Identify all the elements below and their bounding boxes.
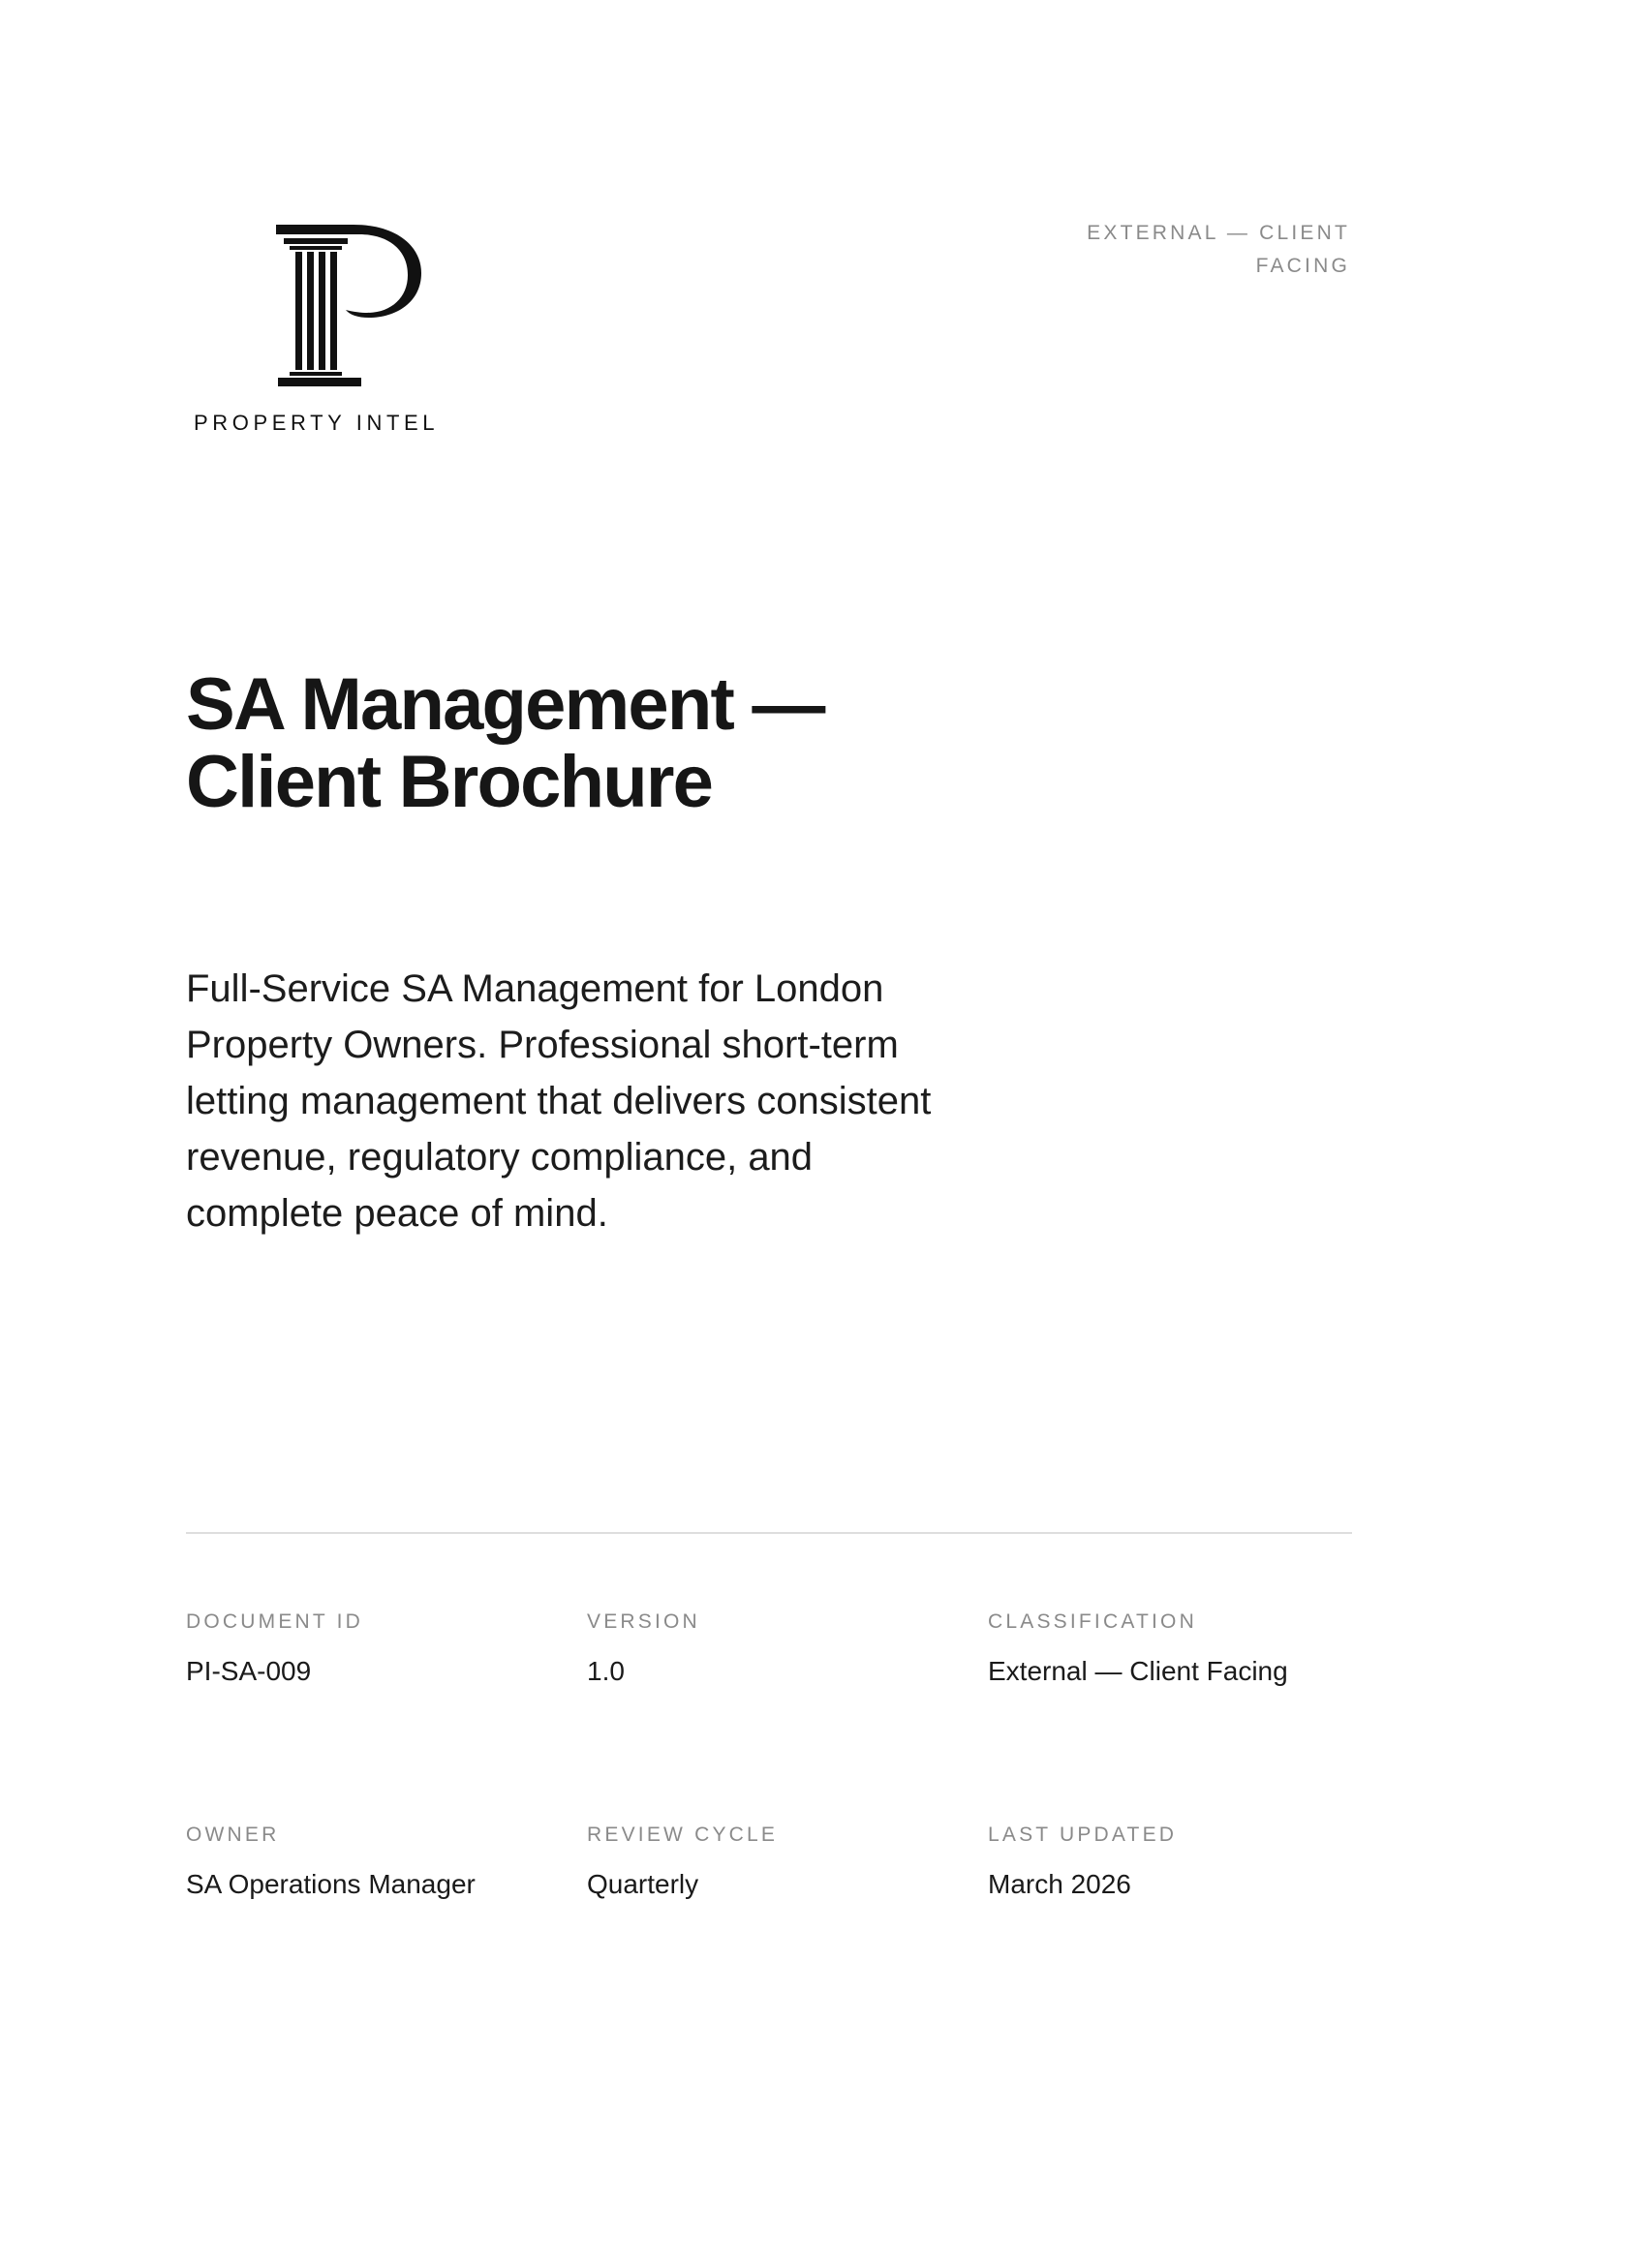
meta-label-owner: OWNER (186, 1824, 280, 1846)
document-title: SA Management — Client Brochure (186, 663, 824, 823)
meta-value-classification: External — Client Facing (988, 1656, 1288, 1686)
meta-value-owner: SA Operations Manager (186, 1869, 476, 1899)
brand-logo (194, 223, 465, 436)
meta-value-version: 1.0 (587, 1656, 625, 1686)
meta-value-last-updated: March 2026 (988, 1869, 1131, 1899)
brand-name: PROPERTY INTEL (194, 411, 440, 435)
document-subtitle: Full-Service SA Management for London Property Owners. Professional short-term letting management that delivers consistent revenue, regulatory compliance, and complete peace of mind. (186, 967, 932, 1235)
meta-label-version: VERSION (587, 1610, 700, 1633)
meta-value-review-cycle: Quarterly (587, 1869, 699, 1899)
section-divider (186, 1532, 1352, 1534)
meta-label-review-cycle: REVIEW CYCLE (587, 1824, 779, 1846)
pillar-p-logo-icon (276, 223, 421, 389)
meta-label-last-updated: LAST UPDATED (988, 1824, 1178, 1846)
meta-value-document-id: PI-SA-009 (186, 1656, 312, 1686)
classification-tag: EXTERNAL — CLIENT FACING (1087, 222, 1350, 277)
meta-label-document-id: DOCUMENT ID (186, 1610, 363, 1633)
meta-label-classification: CLASSIFICATION (988, 1610, 1197, 1633)
